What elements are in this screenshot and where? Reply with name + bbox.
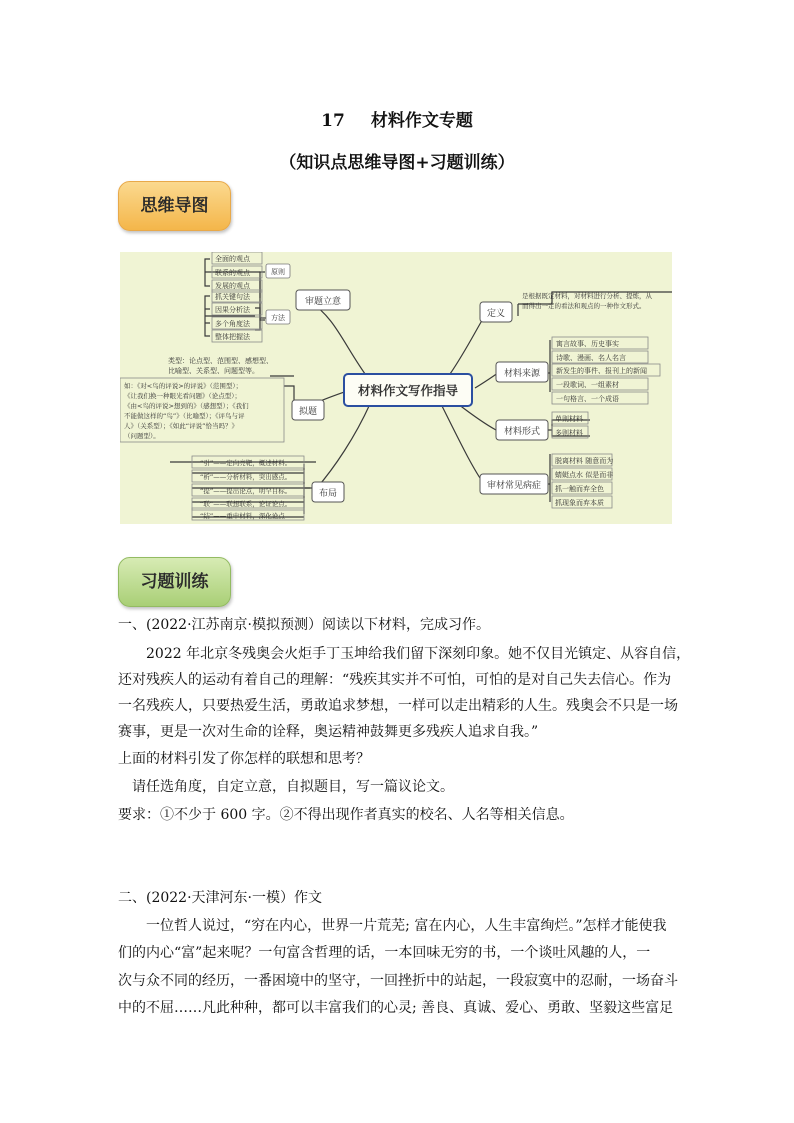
leaf-bingzheng-1: 脱离材料 随意而为 (555, 457, 614, 465)
niti-example-line-2: 《让我们换一种眼光看问题》（论点型）； (124, 392, 241, 400)
leaf-bingzheng-4: 抓现象而弃本质 (555, 499, 604, 507)
dingyi-text-line-1: 是根据既定材料，对材料进行分析、提炼，从 (522, 292, 652, 300)
exercise-section-label: 习题训练 (118, 557, 231, 607)
node-bingzheng-label: 审材常见病症 (486, 481, 542, 491)
leaf-fangfa-2: 因果分析法 (215, 306, 250, 314)
node-niti-label: 拟题 (298, 407, 318, 417)
leaf-laiyuan-4: 一段歌词、一组素材 (556, 381, 619, 389)
node-laiyuan-label: 材料来源 (503, 369, 541, 379)
leaf-buju-5: “结”——重申材料，深化论点 (200, 512, 285, 520)
mindmap-svg (120, 252, 672, 524)
q2-line-2: 们的内心“富”起来呢？一句富含哲理的话，一本回味无穷的书，一个谈吐风趣的人，一 (118, 945, 651, 961)
page-subtitle: （知识点思维导图+习题训练） (279, 153, 515, 173)
niti-example-line-1: 如：《对<鸟的评说>的评说》（范围型）； (124, 382, 243, 390)
mindmap-section-label: 思维导图 (118, 181, 231, 231)
q1-line-1: 2022 年北京冬残奥会火炬手丁玉坤给我们留下深刻印象。她不仅目光镇定、从容自信， (146, 646, 691, 662)
q1-line-5: 上面的材料引发了你怎样的联想和思考？ (118, 751, 370, 767)
leaf-xingshi-1: 单则材料 (555, 415, 583, 423)
leaf-bingzheng-2: 蜻蜓点水 似是而非 (555, 471, 614, 479)
q1-line-4: 赛事，更是一次对生命的诠释，奥运精神鼓舞更多残疾人追求自我。” (118, 724, 539, 740)
center-node-label: 材料作文写作指导 (357, 383, 459, 398)
leaf-fangfa-4: 整体把握法 (215, 333, 250, 341)
node-yuanze-label: 原则 (271, 268, 285, 276)
q1-heading: 一、(2022·江苏南京·模拟预测）阅读以下材料，完成习作。 (118, 617, 490, 633)
leaf-yuanze-1: 全面的观点 (215, 255, 250, 263)
node-dingyi-label: 定义 (486, 309, 506, 319)
branch-xingshi (458, 404, 496, 430)
leaf-yuanze-2: 联系的观点 (215, 269, 250, 277)
leaf-laiyuan-2: 诗歌、漫画、名人名言 (556, 354, 626, 362)
node-shenti-label: 审题立意 (304, 297, 342, 307)
leaf-buju-2: “析”——分析材料，突出感点。 (200, 473, 292, 481)
page-title (0, 106, 794, 131)
leaf-fangfa-1: 抓关键句法 (215, 293, 250, 301)
leaf-xingshi-2: 多则材料 (555, 429, 583, 437)
dingyi-text-line-2: 而得出一定的看法和观点的一种作文形式。 (522, 302, 646, 310)
leaf-buju-4: “联”——联想联系，论证论点。 (200, 500, 292, 508)
node-fangfa-label: 方法 (271, 314, 285, 322)
q2-heading: 二、(2022·天津河东·一模）作文 (118, 890, 322, 906)
q1-line-3: 一名残疾人，只要热爱生活，勇敢追求梦想，一样可以走出精彩的人生。残奥会不只是一场 (118, 698, 678, 714)
node-xingshi-label: 材料形式 (503, 427, 541, 437)
niti-example-line-4: 不能做这样的“鸟”》（比喻型）；《评鸟与评 (124, 412, 245, 420)
leaf-buju-3: “提”——提出论点，明罕目标。 (200, 487, 292, 495)
niti-example-line-3: 《由<鸟的评说>想到的》（感想型）；《我们 (124, 402, 249, 410)
q1-line-7: 要求：①不少于 600 字。②不得出现作者真实的校名、人名等相关信息。 (118, 807, 574, 823)
niti-type-line-2: 比喻型、关系型、问题型等。 (168, 367, 259, 375)
leaf-yuanze-3: 发展的观点 (215, 282, 250, 290)
branch-dingyi (450, 317, 484, 374)
branch-laiyuan (475, 373, 498, 388)
node-buju-label: 布局 (318, 489, 338, 499)
mindmap-figure (120, 252, 672, 524)
leaf-laiyuan-5: 一句格言、一个成语 (556, 395, 619, 403)
q1-line-2: 还对残疾人的运动有着自己的理解：“残疾其实并不可怕，可怕的是对自己失去信心。作为 (118, 672, 672, 688)
branch-bingzheng (442, 406, 484, 484)
niti-type-line-1: 类型：论点型、范围型、感想型、 (168, 357, 273, 365)
q2-line-1: 一位哲人说过，“穷在内心，世界一片荒芜; 富在内心，人生丰富绚烂。”怎样才能使我 (146, 918, 667, 934)
q2-line-3: 次与众不同的经历，一番困境中的坚守，一回挫折中的站起，一段寂寞中的忍耐，一场奋斗 (118, 973, 678, 989)
branch-shenti (310, 302, 368, 378)
leaf-laiyuan-1: 寓言故事、历史事实 (556, 340, 619, 348)
q2-line-4: 中的不屈……凡此种种，都可以丰富我们的心灵; 善良、真诚、爱心、勇敢、坚毅这些富足 (118, 1000, 674, 1016)
title-number: 17 (321, 111, 345, 131)
q1-line-6: 请任选角度，自定立意，自拟题目，写一篇议论文。 (132, 779, 454, 795)
title-text: 材料作文专题 (370, 111, 473, 131)
leaf-fangfa-3: 多个角度法 (215, 320, 250, 328)
leaf-laiyuan-3: 新发生的事件、报刊上的新闻 (556, 367, 647, 375)
niti-example-line-5: 人》（关系型）；《如此“评说”恰当吗？》 (124, 422, 238, 430)
niti-example-line-6: （问题型）。 (124, 432, 160, 440)
leaf-buju-1: “引”——定向亮靶，概述材料。 (200, 459, 292, 467)
leaf-bingzheng-3: 抓一触而弃全色 (555, 485, 604, 493)
